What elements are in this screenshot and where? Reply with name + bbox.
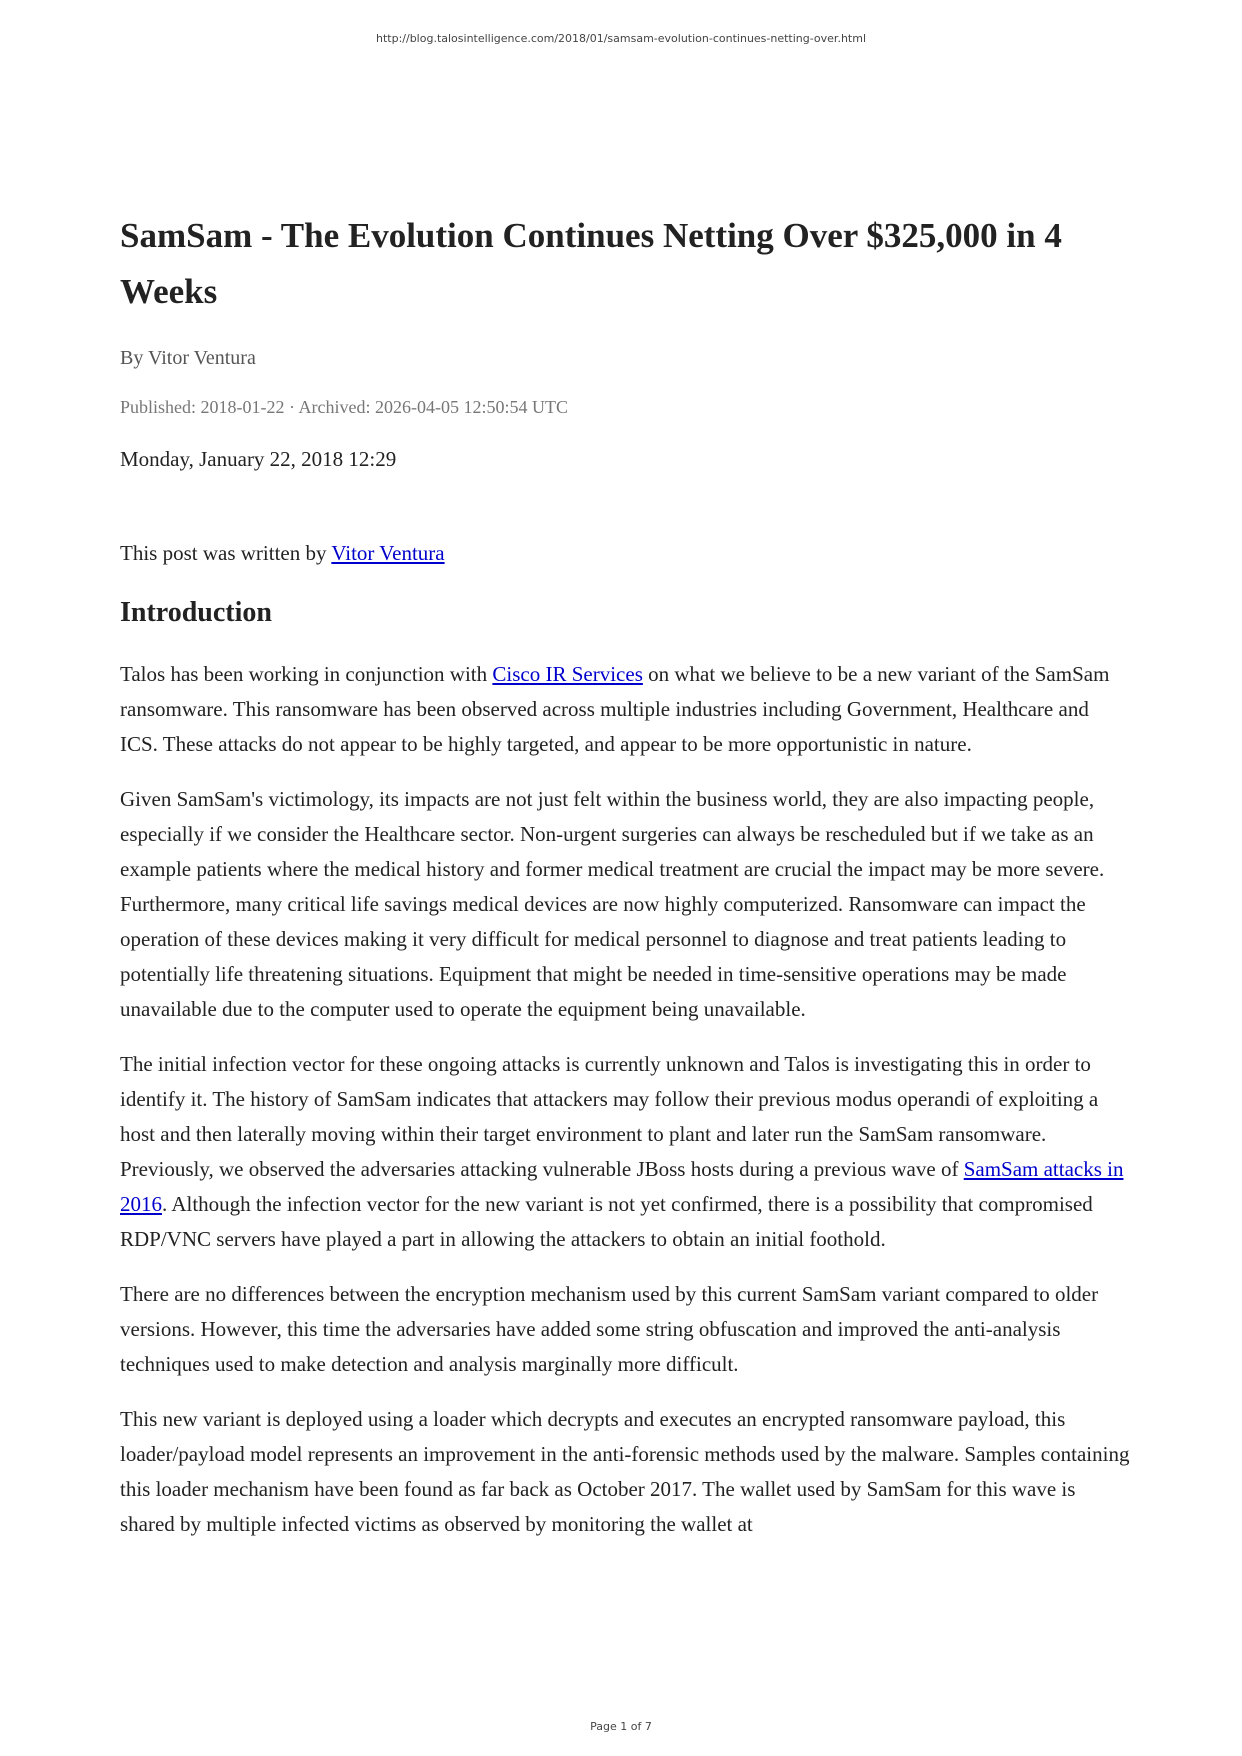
paragraph-4: There are no differences between the encryption mechanism used by this current SamSam variant compared to older versions. However, this time the adversaries have added some string obfuscation and improved the anti-analysis techniques used to make detection and analysis marginally more difficult. (120, 1282, 1099, 1376)
author-line (120, 536, 1130, 571)
paragraph-5: This new variant is deployed using a loader which decrypts and executes an encrypted ransomware payload, this loader/payload model represents an improvement in the anti-forensic methods used by the malware. Samples containing this loader mechanism have been found as far back as October 2017. The wallet used by SamSam for this wave is shared by multiple infected victims as observed by monitoring the wallet at (120, 1407, 1130, 1536)
author-line-prefix: This post was written by (120, 541, 332, 565)
paragraph-1-text-after: on what we believe to be a new variant of the SamSam ransomware. This ransomware has been observed across multiple industries including Government, Healthcare and ICS. These attacks do not appear to be highly targeted, and appear to be more opportunistic in nature. (120, 662, 1110, 756)
article-dateline: Monday, January 22, 2018 12:29 (120, 447, 397, 471)
paragraph-1 (120, 657, 1130, 762)
paragraph-2: Given SamSam's victimology, its impacts are not just felt within the business world, they are also impacting people, especially if we consider the Healthcare sector. Non-urgent surgeries can always be rescheduled but if we take as an example patients where the medical history and former medical treatment are crucial the impact may be more severe. Furthermore, many critical life savings medical devices are now highly computerized. Ransomware can impact the operation of these devices making it very difficult for medical personnel to diagnose and treat patients leading to potentially life threatening situations. Equipment that might be needed in time-sensitive operations may be made unavailable due to the computer used to operate the equipment being unavailable. (120, 787, 1105, 1021)
page-url-header: http://blog.talosintelligence.com/2018/01/samsam-evolution-continues-netting-over.html (376, 32, 866, 45)
section-heading-introduction: Introduction (120, 597, 272, 628)
article-meta: Published: 2018-01-22 · Archived: 2026-04-05 12:50:54 UTC (120, 397, 568, 417)
cisco-ir-services-link[interactable]: Cisco IR Services (492, 662, 643, 686)
article (120, 208, 1130, 1542)
article-byline: By Vitor Ventura (120, 347, 256, 369)
paragraph-3 (120, 1047, 1130, 1257)
page-number-footer: Page 1 of 7 (590, 1720, 652, 1733)
paragraph-3-text-before: The initial infection vector for these ongoing attacks is currently unknown and Talos is investigating this in order to identify it. The history of SamSam indicates that attackers may follow their previous modus operandi of exploiting a host and then laterally moving within their target environment to plant and later run the SamSam ransomware. Previously, we observed the adversaries attacking vulnerable JBoss hosts during a previous wave of (120, 1052, 1099, 1181)
paragraph-3-text-after: . Although the infection vector for the new variant is not yet confirmed, there is a possibility that compromised RDP/VNC servers have played a part in allowing the attackers to obtain an initial foothold. (120, 1192, 1093, 1251)
samsam-attacks-2016-link[interactable]: SamSam attacks in 2016 (120, 1157, 1124, 1216)
author-link[interactable]: Vitor Ventura (331, 541, 445, 565)
article-title: SamSam - The Evolution Continues Netting Over $325,000 in 4 Weeks (120, 216, 1062, 311)
paragraph-1-text-before: Talos has been working in conjunction with (120, 662, 493, 686)
